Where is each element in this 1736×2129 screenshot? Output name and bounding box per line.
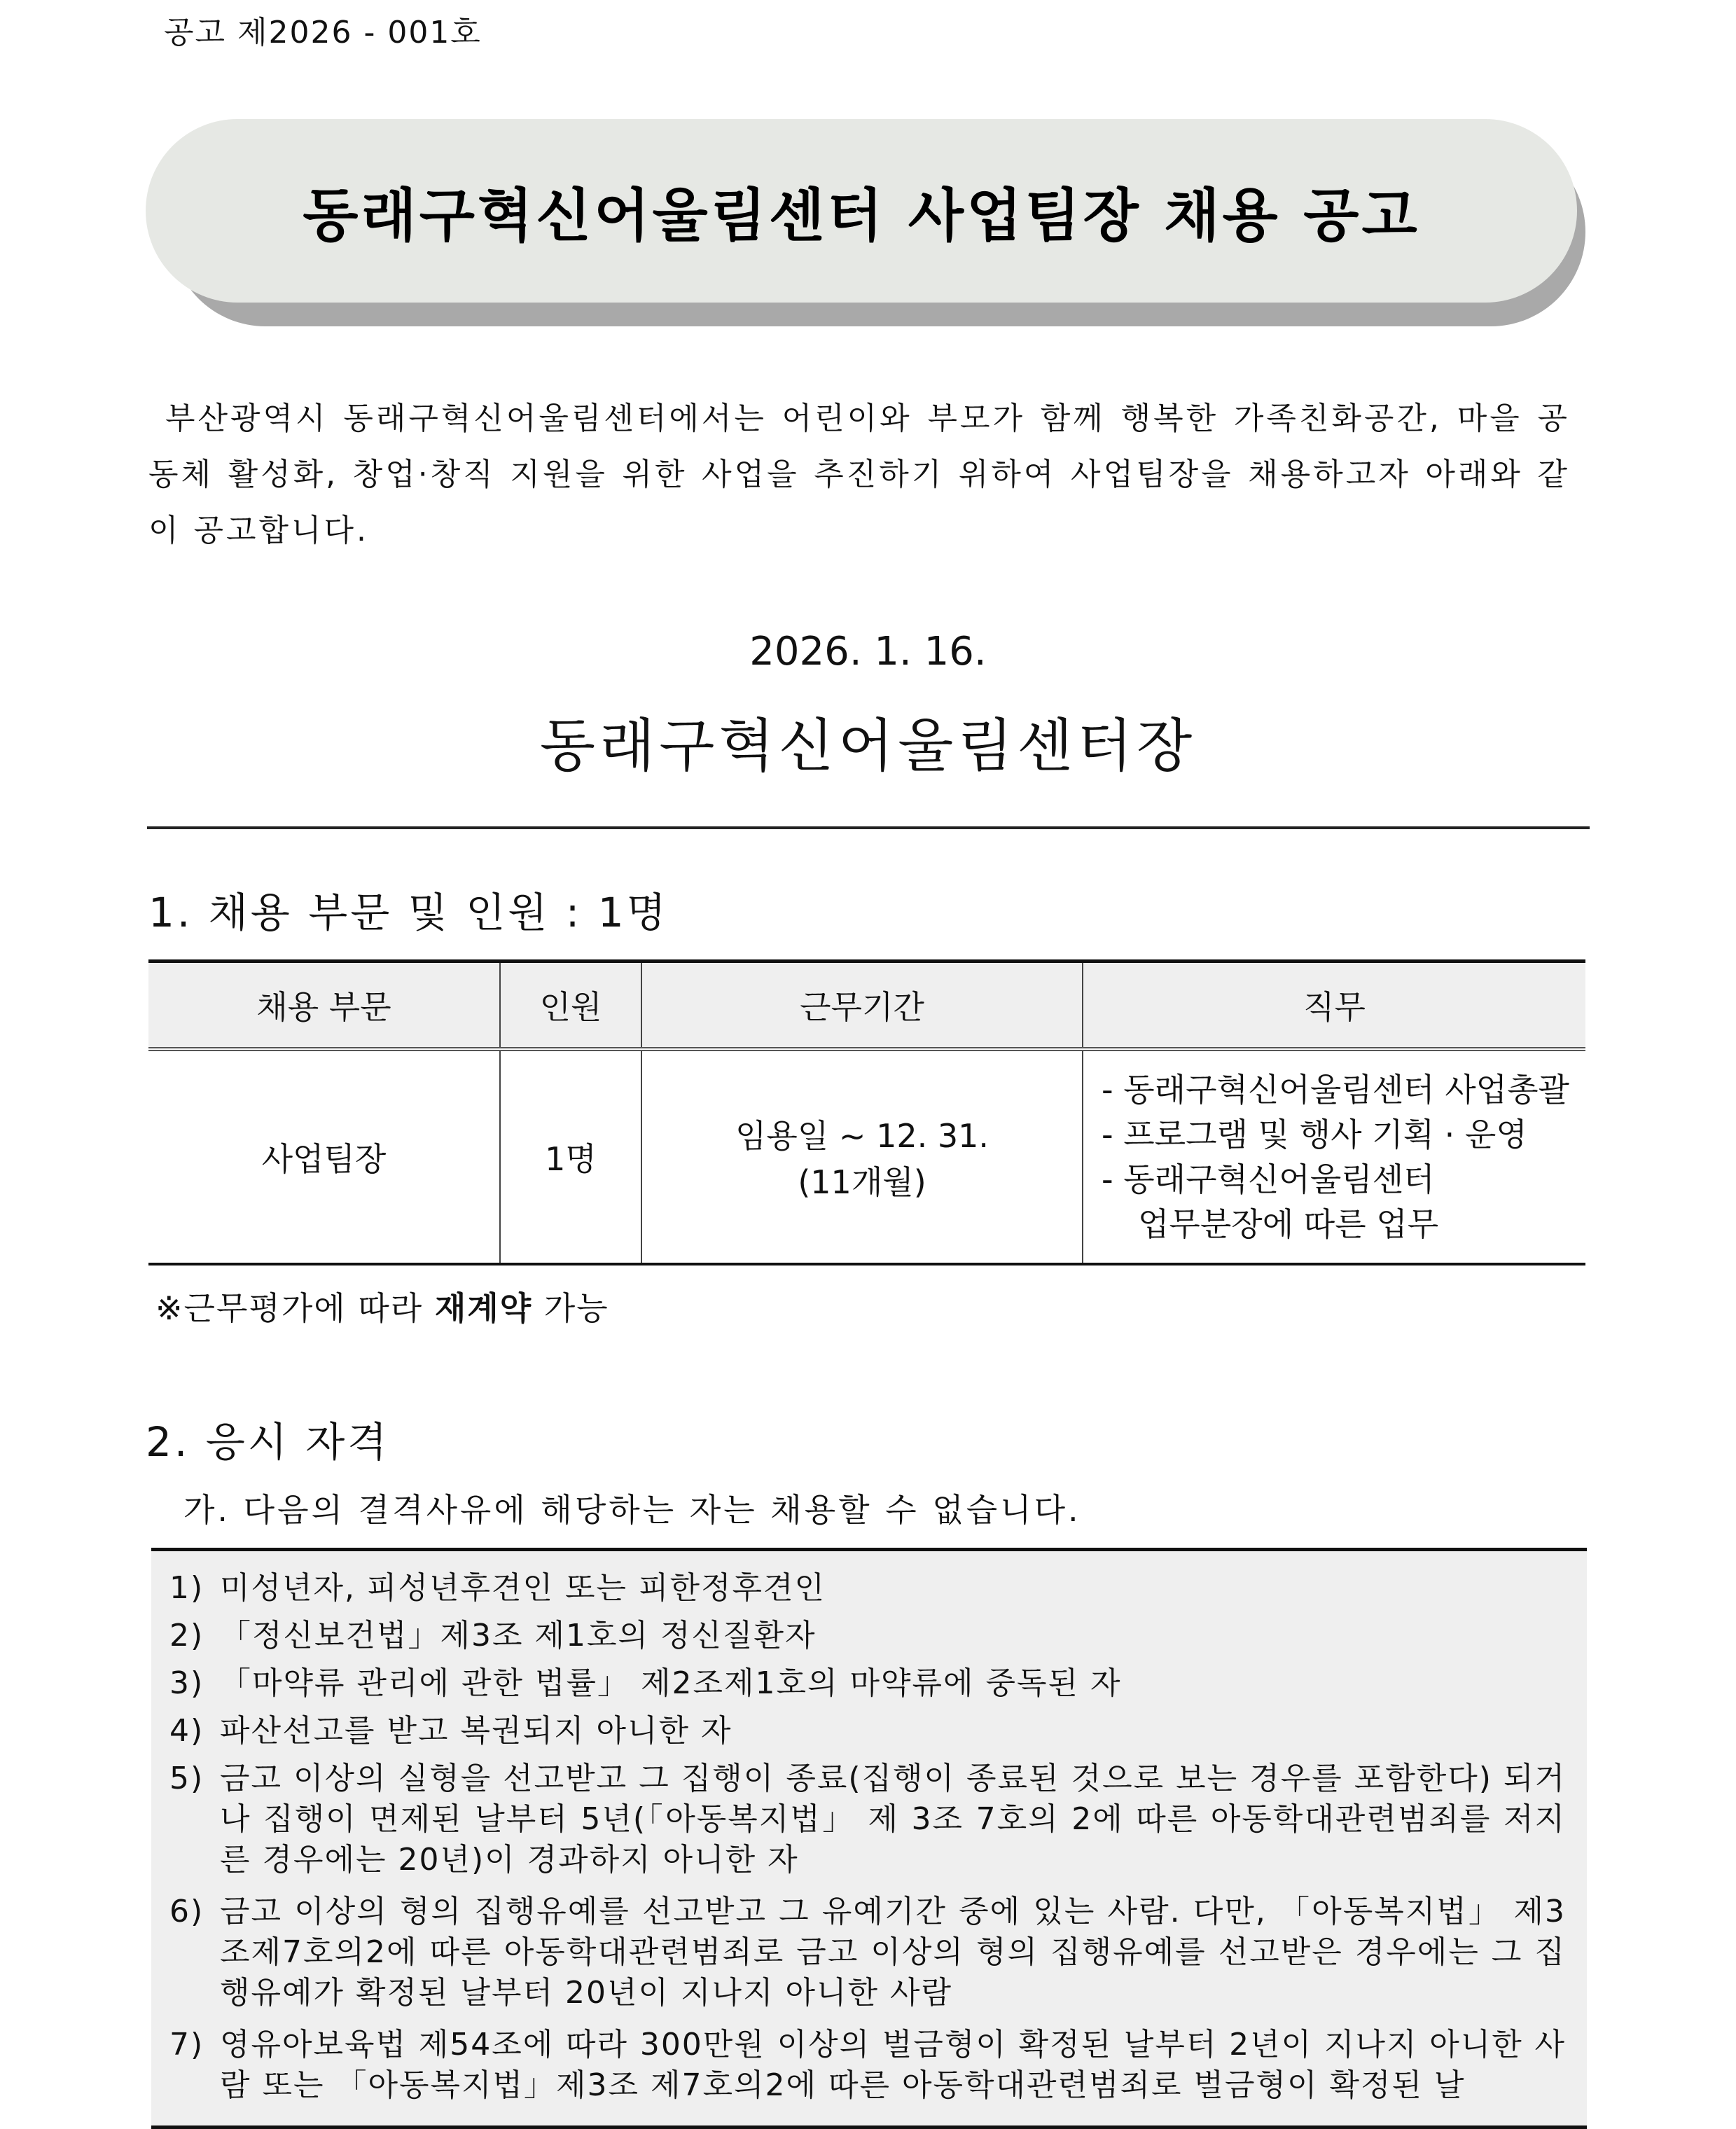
list-item bbox=[169, 1759, 1566, 1880]
item-number: 1) bbox=[169, 1570, 204, 1606]
page-title: 동래구혁신어울림센터 사업팀장 채용 공고 bbox=[303, 182, 1420, 249]
cell-department: 사업팀장 bbox=[148, 1049, 500, 1264]
notice-date: 2026. 1. 16. bbox=[749, 629, 987, 674]
duty-item-continuation: 업무분장에 따른 업무 bbox=[1138, 1205, 1439, 1243]
item-number: 5) bbox=[169, 1761, 204, 1796]
item-text: 금고 이상의 형의 집행유예를 선고받고 그 유예기간 중에 있는 사람. 다만, 「아동복지법」 제3조제7호의2에 따른 아동학대관련범죄로 금고 이상의 형의 집행유예를 선고받은 경우에는 그 집행유예가 확정된 날부터 20년이 지나지 아니한 사람 bbox=[220, 1894, 1566, 2011]
item-number: 3) bbox=[169, 1665, 204, 1701]
notice-number: 공고 제2026 - 001호 bbox=[164, 15, 482, 50]
renewal-note bbox=[155, 1283, 609, 1329]
item-number: 7) bbox=[169, 2027, 204, 2062]
cell-period bbox=[641, 1049, 1083, 1264]
item-number: 2) bbox=[169, 1618, 204, 1653]
header-period: 근무기간 bbox=[641, 962, 1083, 1050]
recruitment-table bbox=[148, 959, 1585, 1265]
item-text: 「마약류 관리에 관한 법률」 제2조제1호의 마약류에 중독된 자 bbox=[220, 1665, 1122, 1701]
item-text: 파산선고를 받고 복권되지 아니한 자 bbox=[220, 1713, 732, 1749]
section1-title: 1. 채용 부문 및 인원 : 1명 bbox=[148, 889, 669, 936]
period-line1: 임용일 ~ 12. 31. bbox=[735, 1117, 989, 1155]
item-text: 영유아보육법 제54조에 따라 300만원 이상의 벌금형이 확정된 날부터 2년이 지나지 아니한 사람 또는 「아동복지법」제3조 제7호의2에 따른 아동학대관련범죄로 벌금형이 확정된 날 bbox=[220, 2027, 1566, 2103]
note-prefix: ※근무평가에 따라 bbox=[155, 1289, 435, 1327]
duty-item: - 프로그램 및 행사 기획 · 운영 bbox=[1102, 1116, 1527, 1153]
section2-title: 2. 응시 자격 bbox=[146, 1418, 390, 1466]
item-text: 금고 이상의 실형을 선고받고 그 집행이 종료(집행이 종료된 것으로 보는 경우를 포함한다) 되거나 집행이 면제된 날부터 5년(「아동복지법」 제 3조 7호의 2에 따른 아동학대관련범죄를 저지른 경우에는 20년)이 경과하지 아니한 자 bbox=[220, 1761, 1566, 1878]
note-bold: 재계약 bbox=[434, 1289, 533, 1327]
table-header-row bbox=[148, 962, 1585, 1050]
disqualification-box bbox=[151, 1548, 1587, 2129]
list-item bbox=[169, 2025, 1566, 2106]
header-count: 인원 bbox=[500, 962, 641, 1050]
item-text: 미성년자, 피성년후견인 또는 피한정후견인 bbox=[220, 1570, 826, 1606]
list-item bbox=[169, 1663, 1566, 1704]
duty-item: - 동래구혁신어울림센터 bbox=[1102, 1160, 1435, 1198]
header-department: 채용 부문 bbox=[148, 962, 500, 1050]
cell-duties bbox=[1083, 1049, 1585, 1264]
item-number: 4) bbox=[169, 1713, 204, 1749]
duty-item: - 동래구혁신어울림센터 사업총괄 bbox=[1102, 1071, 1569, 1109]
intro-paragraph: 부산광역시 동래구혁신어울림센터에서는 어린이와 부모가 함께 행복한 가족친화공간, 마을 공동체 활성화, 창업·창직 지원을 위한 사업을 추진하기 위하여 사업팀장을 채용하고자 아래와 같이 공고합니다. bbox=[148, 401, 1570, 548]
period-line2: (11개월) bbox=[798, 1163, 926, 1201]
subsection-a: 가. 다음의 결격사유에 해당하는 자는 채용할 수 없습니다. bbox=[183, 1491, 1081, 1529]
list-item bbox=[169, 1892, 1566, 2013]
list-item bbox=[169, 1616, 1566, 1656]
list-item bbox=[169, 1711, 1566, 1752]
header-duties: 직무 bbox=[1083, 962, 1585, 1050]
note-suffix: 가능 bbox=[532, 1289, 609, 1327]
item-text: 「정신보건법」제3조 제1호의 정신질환자 bbox=[220, 1618, 817, 1653]
title-banner bbox=[146, 119, 1577, 303]
item-number: 6) bbox=[169, 1894, 204, 1929]
divider bbox=[147, 826, 1590, 829]
table-row bbox=[148, 1049, 1585, 1264]
cell-count: 1명 bbox=[500, 1049, 641, 1264]
list-item bbox=[169, 1568, 1566, 1609]
issuer-name: 동래구혁신어울림센터장 bbox=[539, 713, 1197, 779]
